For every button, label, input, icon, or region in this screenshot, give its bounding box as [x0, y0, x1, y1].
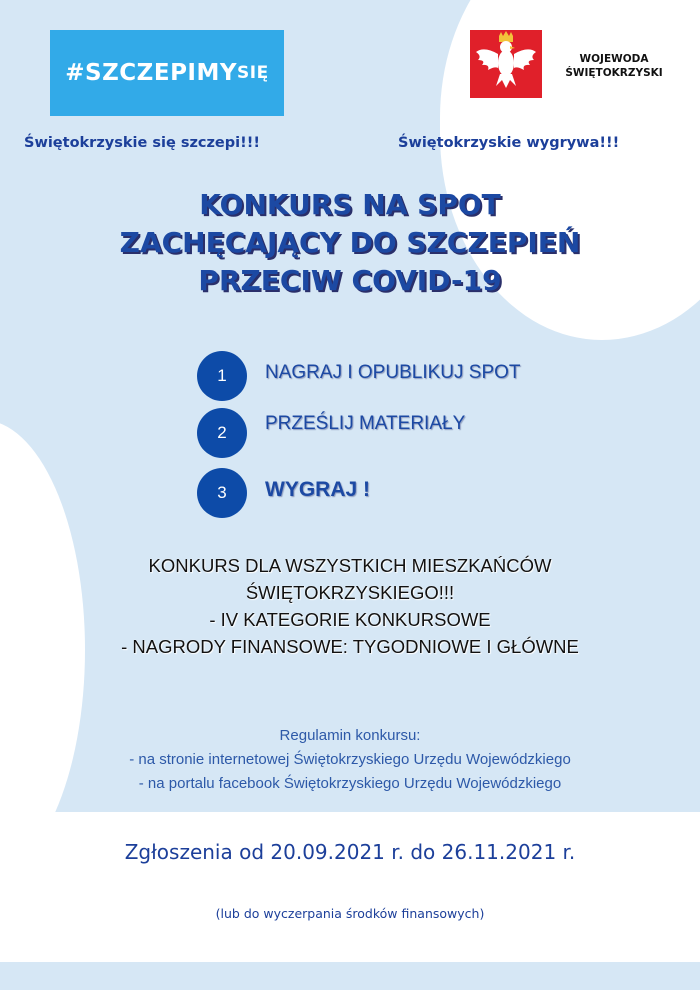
hashtag-logo [50, 30, 284, 116]
step-1-label: NAGRAJ I OPUBLIKUJ SPOT [265, 362, 521, 383]
authority-line1: WOJEWODA [579, 53, 649, 65]
step-2-number: 2 [197, 408, 247, 458]
rules-item-facebook: - na portalu facebook Świętokrzyskiego Urzędu Wojewódzkiego [138, 775, 562, 792]
contest-info [0, 552, 700, 660]
contest-line1: KONKURS DLA WSZYSTKICH MIESZKAŃCÓW [148, 555, 552, 576]
slogan-left: Świętokrzyskie się szczepi!!! [24, 135, 260, 151]
title-line3: PRZECIW COVID-19 [198, 264, 502, 297]
rules-section [0, 724, 700, 796]
coat-of-arms-icon [470, 30, 542, 98]
funding-note: (lub do wyczerpania środków finansowych) [215, 906, 485, 921]
step-3-label: WYGRAJ ! [265, 478, 370, 501]
step-1-number: 1 [197, 351, 247, 401]
contest-line3: - IV KATEGORIE KONKURSOWE [209, 609, 491, 630]
bottom-strip [0, 962, 700, 990]
step-2-label: PRZEŚLIJ MATERIAŁY [265, 413, 466, 434]
slogan-right: Świętokrzyskie wygrywa!!! [398, 135, 620, 151]
authority-line2: ŚWIĘTOKRZYSKI [565, 67, 663, 79]
submission-dates: Zgłoszenia od 20.09.2021 r. do 26.11.2021 r. [124, 840, 576, 864]
contest-line4: - NAGRODY FINANSOWE: TYGODNIOWE I GŁÓWNE [121, 636, 579, 657]
title-line1: KONKURS NA SPOT [199, 188, 501, 221]
rules-item-website: - na stronie internetowej Świętokrzyskiego Urzędu Wojewódzkiego [129, 751, 571, 768]
page-title [0, 186, 700, 300]
rules-heading: Regulamin konkursu: [279, 727, 421, 744]
authority-label [551, 52, 677, 80]
hashtag-main: #SZCZEPIMY [65, 60, 238, 86]
bottom-band [0, 812, 700, 962]
contest-line2: ŚWIĘTOKRZYSKIEGO!!! [245, 582, 455, 603]
title-line2: ZACHĘCAJĄCY DO SZCZEPIEŃ [119, 226, 581, 259]
hashtag-suffix: SIĘ [237, 63, 269, 83]
step-3-number: 3 [197, 468, 247, 518]
